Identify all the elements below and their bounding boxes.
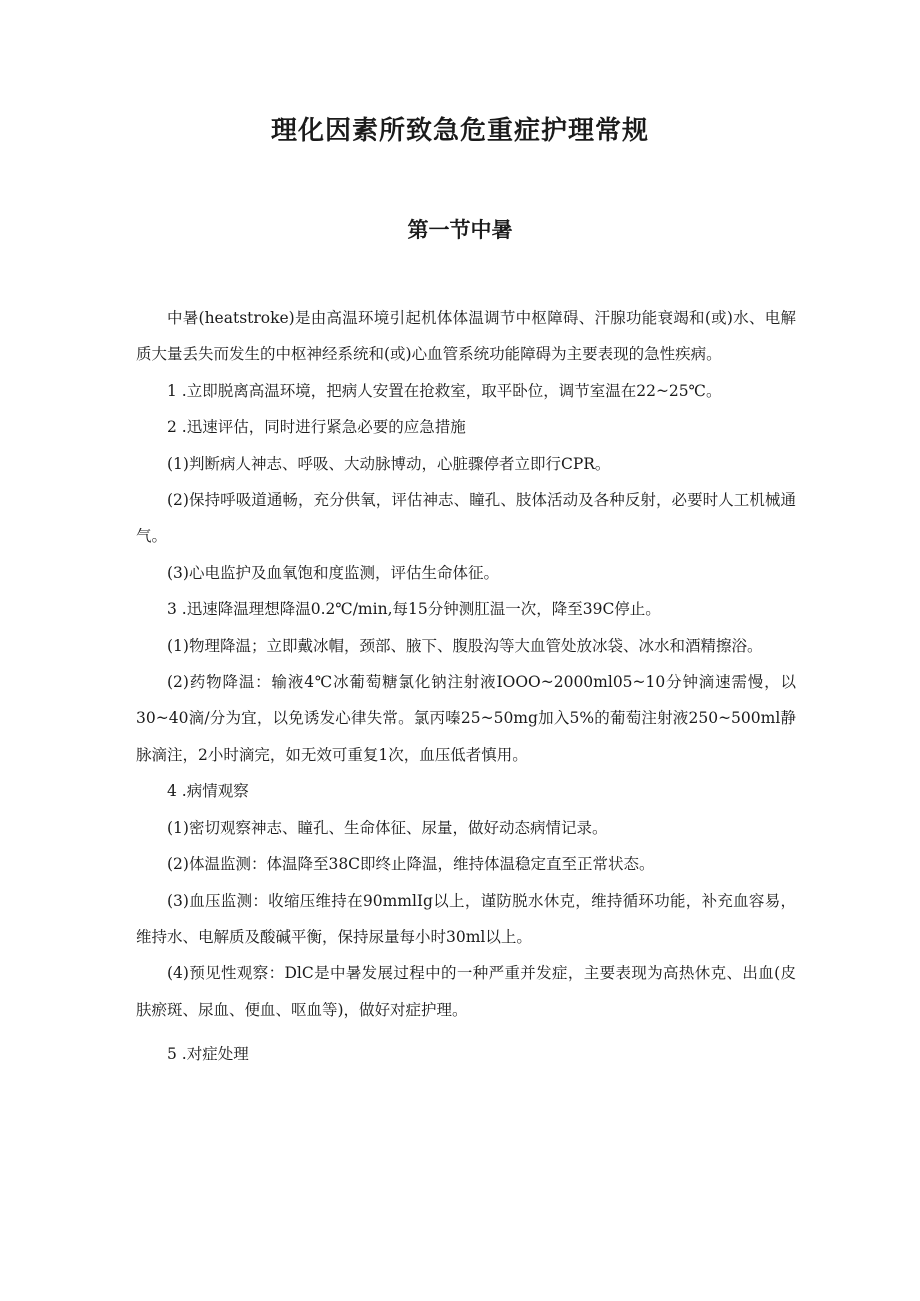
paragraph-step-2-3: (3)心电监护及血氧饱和度监测，评估生命体征。 <box>167 563 499 582</box>
paragraph-step-4-2: (2)体温监测：体温降至38C即终止降温，维持体温稳定直至正常状态。 <box>167 855 655 874</box>
document-body <box>136 300 796 1073</box>
paragraph-step-4-3: (3)血压监测：收缩压维持在90mmlIg以上，谨防脱水休克，维持循环功能，补充血容易，维持水、电解质及酸碱平衡，保持尿量每小时30ml以上。 <box>136 891 796 946</box>
paragraph-step-2: 2 .迅速评估，同时进行紧急必要的应急措施 <box>167 418 466 437</box>
paragraph-step-4-4: (4)预见性观察：DlC是中暑发展过程中的一种严重并发症，主要表现为高热休克、出血(皮肤瘀斑、尿血、便血、呕血等)，做好对症护理。 <box>136 964 796 1019</box>
paragraph-step-3-1: (1)物理降温；立即戴冰帽，颈部、腋下、腹股沟等大血管处放冰袋、冰水和酒精擦浴。 <box>167 636 763 655</box>
paragraph-step-2-2: (2)保持呼吸道通畅，充分供氧，评估神志、瞳孔、肢体活动及各种反射，必要时人工机械通气。 <box>136 491 796 546</box>
section-heading: 第一节中暑 <box>407 217 513 242</box>
paragraph-step-4: 4 .病情观察 <box>167 782 249 801</box>
paragraph-intro: 中暑(heatstroke)是由高温环境引起机体体温调节中枢障碍、汗腺功能衰竭和(或)水、电解质大量丢失而发生的中枢神经系统和(或)心血管系统功能障碍为主要表现的急性疾病。 <box>136 309 796 364</box>
paragraph-step-4-1: (1)密切观察神志、瞳孔、生命体征、尿量，做好动态病情记录。 <box>167 818 608 837</box>
paragraph-step-3: 3 .迅速降温理想降温0.2℃/min,每15分钟测肛温一次，降至39C停止。 <box>167 600 661 619</box>
paragraph-step-1: 1 .立即脱离高温环境，把病人安置在抢救室，取平卧位，调节室温在22~25℃。 <box>167 381 722 400</box>
paragraph-step-3-2: (2)药物降温：输液4℃冰葡萄糖氯化钠注射液IOOO~2000ml05~10分钟滴速需慢，以30~40滴/分为宜，以免诱发心律失常。氯丙嗪25~50mg加入5%的葡萄注射液250~500ml静脉滴注，2小时滴完，如无效可重复1次，血压低者慎用。 <box>136 673 796 764</box>
paragraph-step-2-1: (1)判断病人神志、呼吸、大动脉博动，心脏骤停者立即行CPR。 <box>167 454 611 473</box>
paragraph-step-5: 5 .对症处理 <box>167 1045 249 1064</box>
page-title: 理化因素所致急危重症护理常规 <box>270 116 649 146</box>
